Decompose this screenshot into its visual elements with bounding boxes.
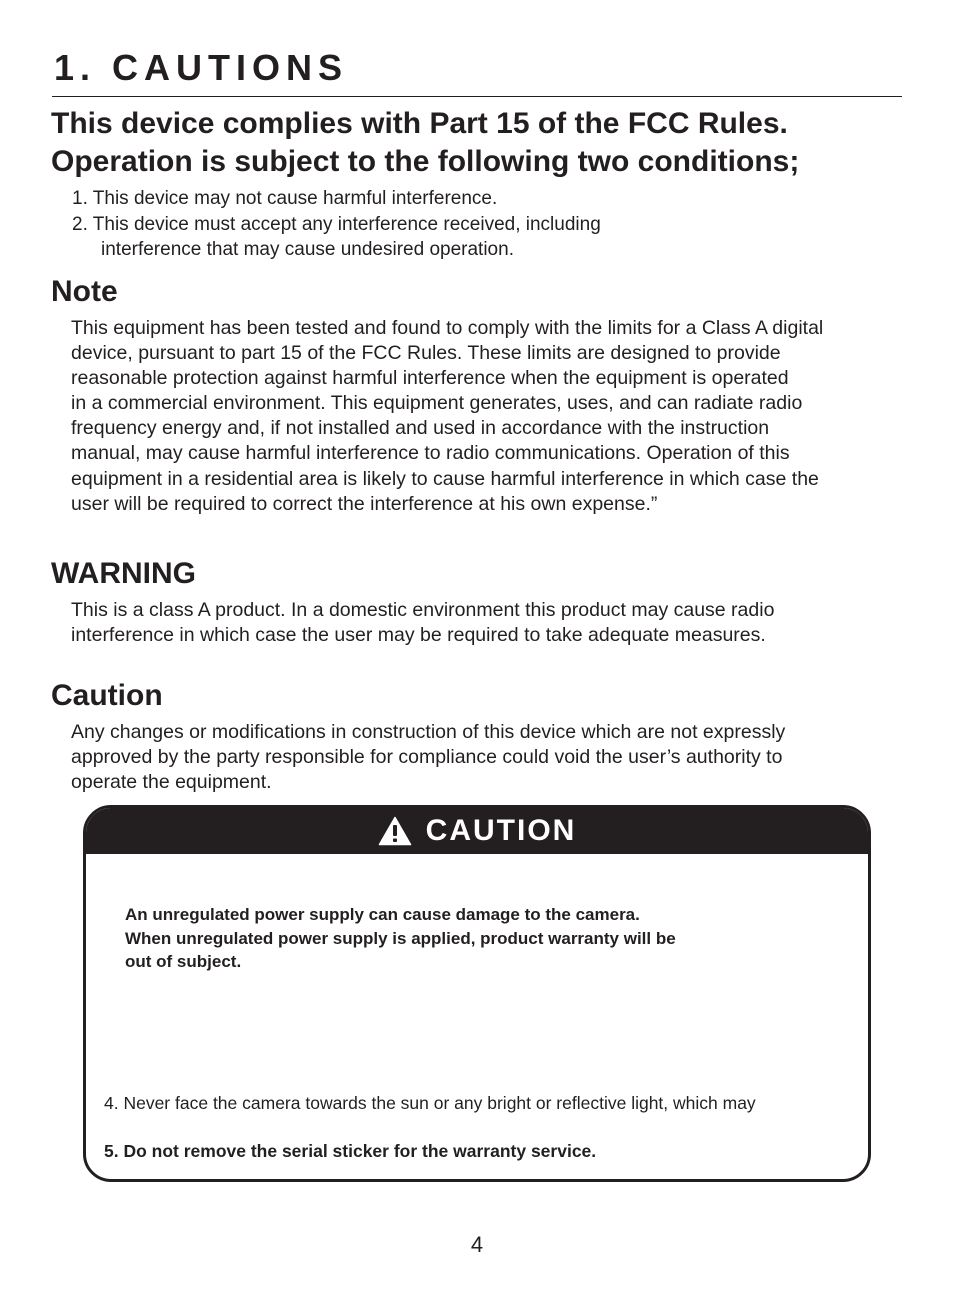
page-heading: 1. CAUTIONS [54, 47, 349, 88]
note-line: This equipment has been tested and found to comply with the limits for a Class A digital [71, 317, 824, 339]
fcc-title-line: This device complies with Part 15 of the FCC Rules. [51, 107, 788, 140]
power-supply-notice-line: out of subject. [125, 952, 242, 971]
fcc-title-line: Operation is subject to the following two conditions; [51, 145, 800, 178]
note-line: reasonable protection against harmful interference when the equipment is operated [71, 367, 789, 390]
note-line: device, pursuant to part 15 of the FCC Rules. These limits are designed to provide [71, 342, 781, 365]
fcc-compliance-title [51, 105, 799, 181]
power-supply-notice-line: When unregulated power supply is applied, product warranty will be [125, 928, 676, 948]
note-line: equipment in a residential area is likely to cause harmful interference in which case the [71, 467, 819, 490]
caution-line: operate the equipment. [71, 771, 272, 794]
fcc-condition-2-continuation: interference that may cause undesired operation. [101, 239, 514, 260]
caution-title: Caution [51, 679, 163, 712]
warning-triangle-icon [378, 816, 412, 846]
note-title: Note [51, 275, 118, 308]
note-line: manual, may cause harmful interference to radio communications. Operation of this [71, 442, 790, 465]
caution-body [71, 720, 785, 795]
caution-banner-label: CAUTION [425, 814, 577, 847]
note-line: user will be required to correct the interference at his own expense.” [71, 492, 658, 515]
note-line: frequency energy and, if not installed and used in accordance with the instruction [71, 417, 770, 440]
fcc-condition-1: 1. This device may not cause harmful interference. [72, 188, 498, 209]
power-supply-notice [125, 903, 676, 974]
warning-line: This is a class A product. In a domestic environment this product may cause radio [71, 599, 775, 621]
caution-line: approved by the party responsible for compliance could void the user’s authority to [71, 746, 783, 769]
warning-line: interference in which case the user may be required to take adequate measures. [71, 624, 766, 647]
caution-item-5: 5. Do not remove the serial sticker for the warranty service. [104, 1141, 597, 1161]
caution-item-4: 4. Never face the camera towards the sun or any bright or reflective light, which may [104, 1093, 756, 1113]
caution-banner [86, 808, 868, 854]
fcc-condition-2: 2. This device must accept any interference received, including [72, 213, 601, 235]
warning-body [71, 598, 774, 648]
power-supply-notice-line: An unregulated power supply can cause damage to the camera. [125, 905, 640, 924]
fcc-conditions-list [72, 186, 601, 263]
note-line: in a commercial environment. This equipment generates, uses, and can radiate radio [71, 392, 803, 415]
warning-title: WARNING [51, 557, 196, 590]
heading-rule [52, 96, 902, 97]
note-body [71, 316, 823, 517]
page-number: 4 [470, 1232, 484, 1257]
caution-line: Any changes or modifications in construction of this device which are not expressly [71, 721, 786, 743]
caution-box [83, 805, 871, 1182]
